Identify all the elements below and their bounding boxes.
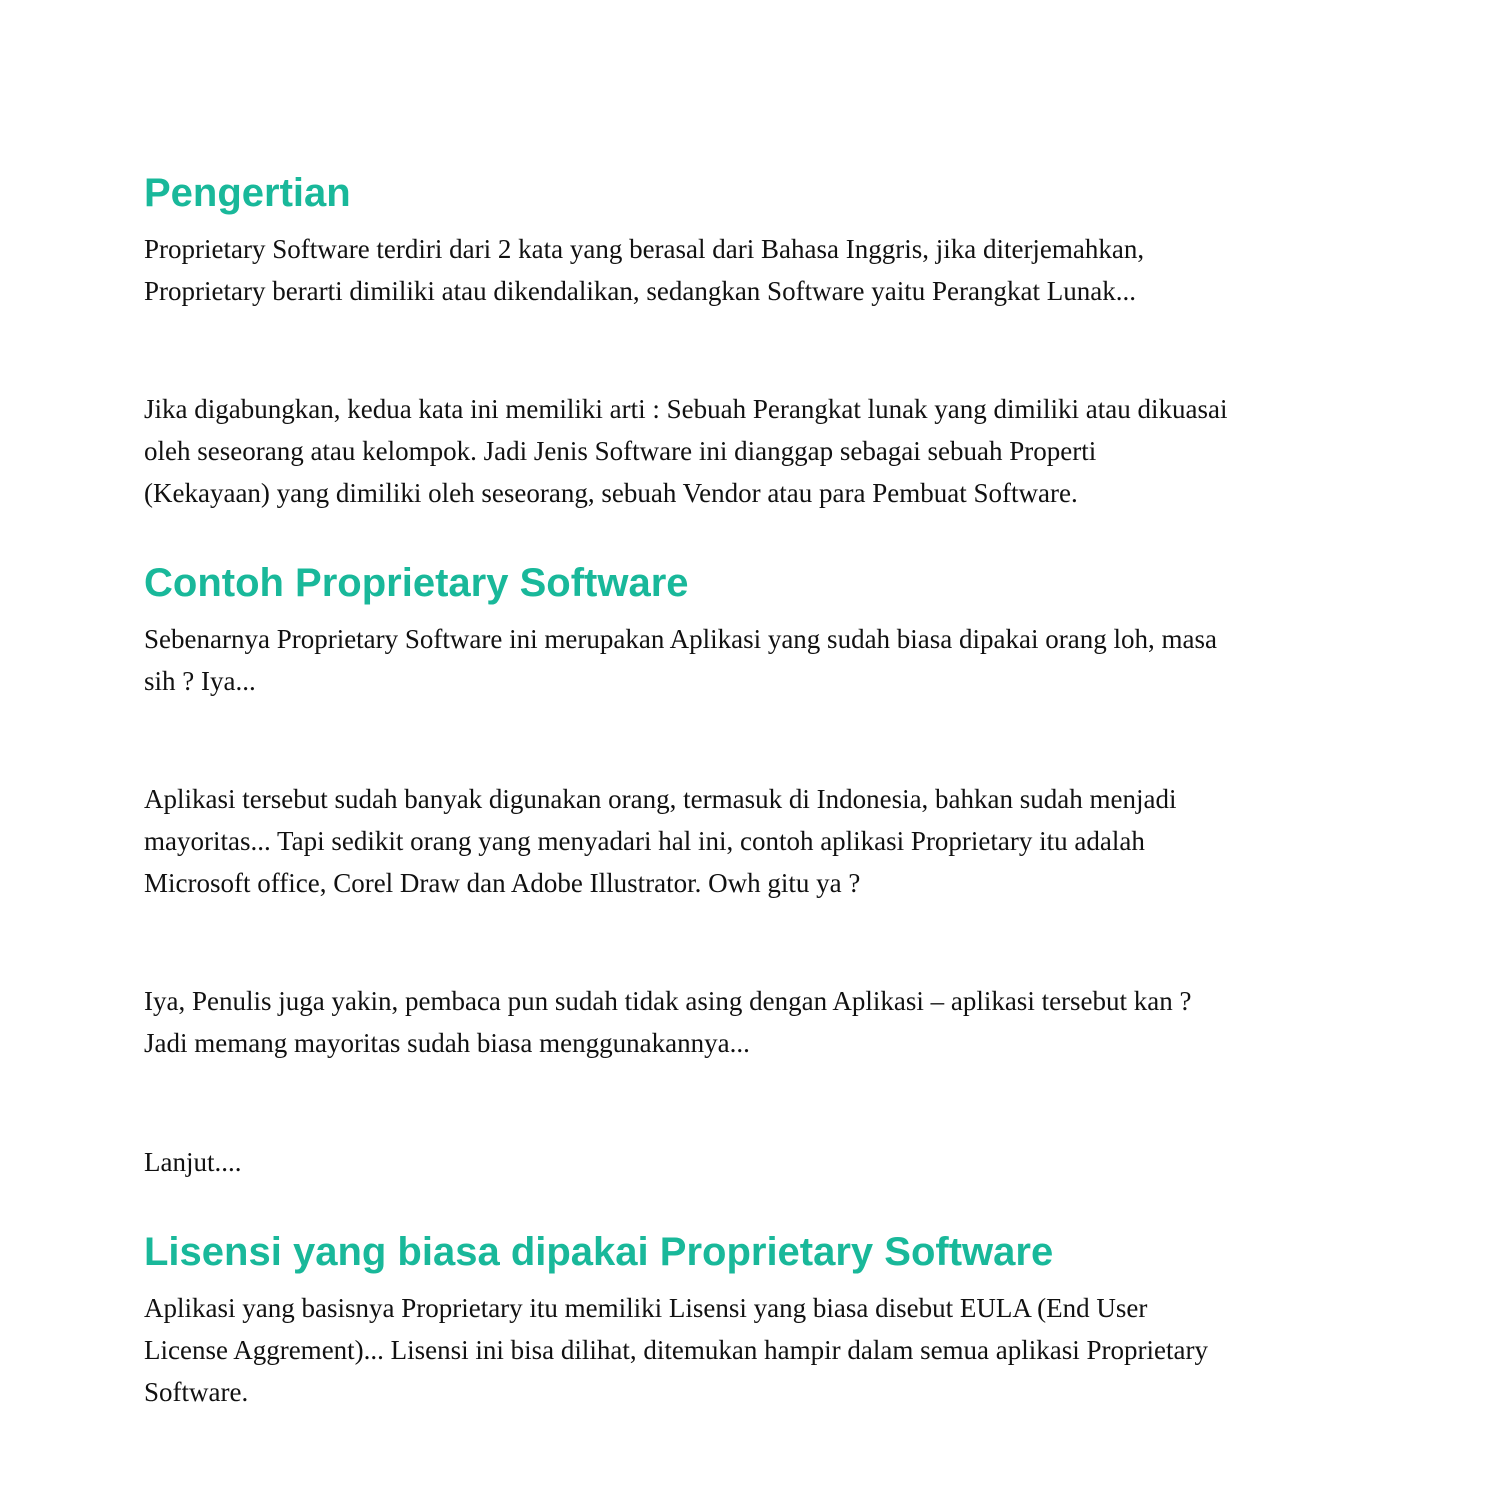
text-line: Aplikasi tersebut sudah banyak digunakan orang, termasuk di Indonesia, bahkan sudah menjadi xyxy=(144,784,1177,814)
heading-lisensi: Lisensi yang biasa dipakai Proprietary Software xyxy=(144,1230,1054,1274)
paragraph xyxy=(144,980,1364,1064)
paragraph xyxy=(144,388,1364,514)
text-line: sih ? Iya... xyxy=(144,666,256,696)
paragraph xyxy=(144,618,1364,702)
paragraph xyxy=(144,228,1364,312)
text-line: Software. xyxy=(144,1377,249,1407)
paragraph xyxy=(144,778,1364,904)
text-line: Lanjut.... xyxy=(144,1147,242,1177)
text-line: (Kekayaan) yang dimiliki oleh seseorang, sebuah Vendor atau para Pembuat Software. xyxy=(144,478,1078,508)
text-line: Jika digabungkan, kedua kata ini memiliki arti : Sebuah Perangkat lunak yang dimiliki atau dikuasai xyxy=(144,394,1228,424)
text-line: mayoritas... Tapi sedikit orang yang menyadari hal ini, contoh aplikasi Proprietary itu adalah xyxy=(144,826,1145,856)
text-line: Sebenarnya Proprietary Software ini merupakan Aplikasi yang sudah biasa dipakai orang loh, masa xyxy=(144,624,1217,654)
paragraph xyxy=(144,1287,1364,1413)
text-line: Proprietary Software terdiri dari 2 kata yang berasal dari Bahasa Inggris, jika diterjemahkan, xyxy=(144,234,1145,264)
text-line: License Aggrement)... Lisensi ini bisa dilihat, ditemukan hampir dalam semua aplikasi Proprietary xyxy=(144,1335,1208,1365)
paragraph xyxy=(144,1141,1364,1183)
text-line: oleh seseorang atau kelompok. Jadi Jenis Software ini dianggap sebagai sebuah Properti xyxy=(144,436,1097,466)
heading-pengertian: Pengertian xyxy=(144,171,351,215)
text-line: Aplikasi yang basisnya Proprietary itu memiliki Lisensi yang biasa disebut EULA (End User xyxy=(144,1293,1148,1323)
text-line: Jadi memang mayoritas sudah biasa menggunakannya... xyxy=(144,1028,750,1058)
text-line: Proprietary berarti dimiliki atau dikendalikan, sedangkan Software yaitu Perangkat Lunak... xyxy=(144,276,1136,306)
text-line: Microsoft office, Corel Draw dan Adobe Illustrator. Owh gitu ya ? xyxy=(144,868,861,898)
text-line: Iya, Penulis juga yakin, pembaca pun sudah tidak asing dengan Aplikasi – aplikasi tersebut kan ? xyxy=(144,986,1192,1016)
heading-contoh: Contoh Proprietary Software xyxy=(144,561,689,605)
